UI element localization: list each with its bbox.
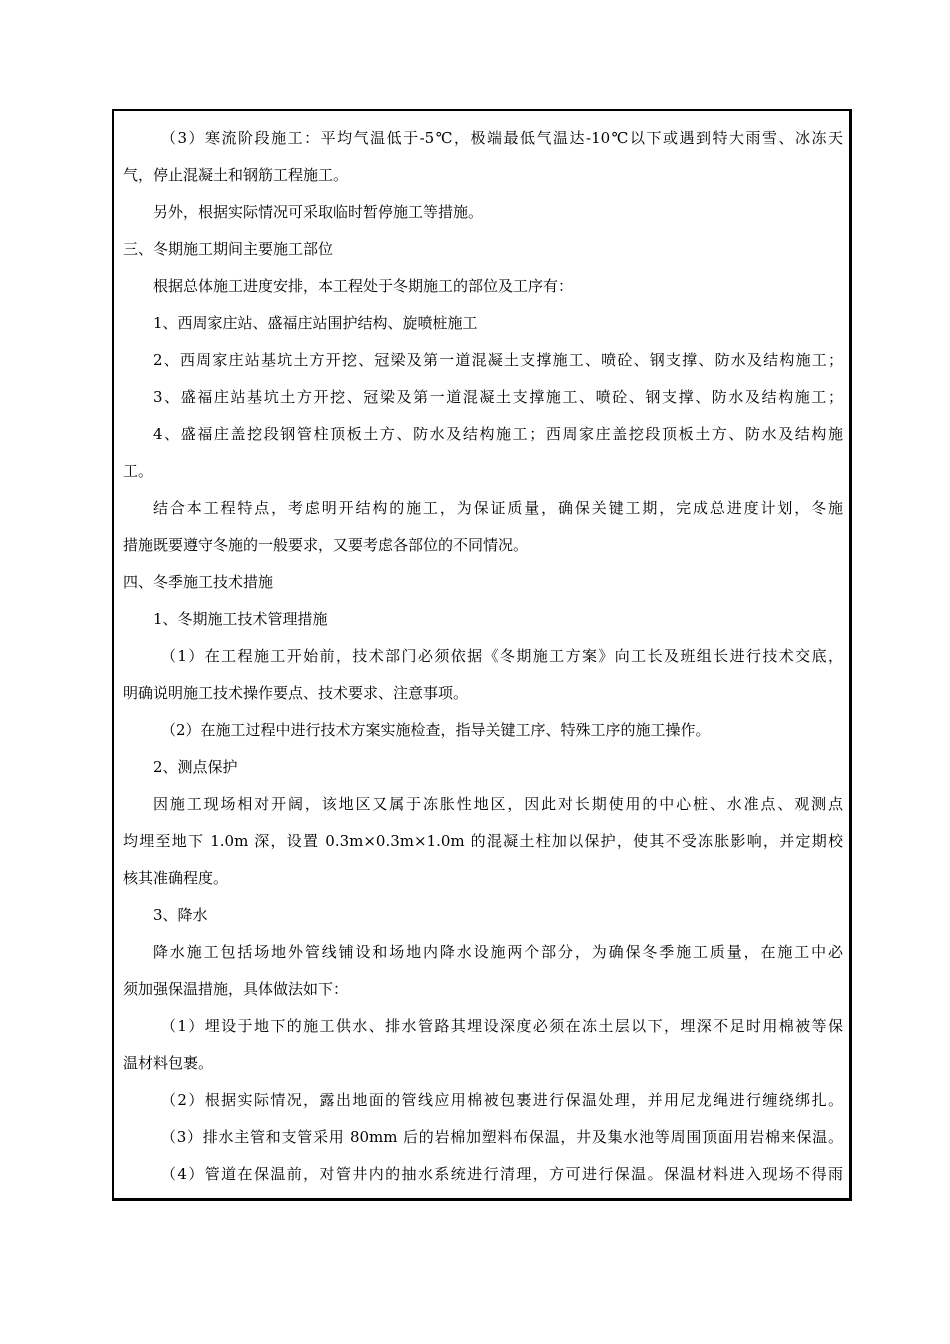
text-line: 须加强保温措施，具体做法如下： bbox=[123, 980, 349, 998]
text-line: 工。 bbox=[123, 462, 154, 480]
subsection-heading: 3、降水 bbox=[153, 906, 208, 924]
list-item: （3）排水主管和支管采用 80mm 后的岩棉加塑料布保温，井及集水池等周围顶面用岩棉来保温。 bbox=[161, 1128, 843, 1146]
section-heading: 四、冬季施工技术措施 bbox=[123, 573, 274, 591]
text-line: 均埋至地下 1.0m 深，设置 0.3m×0.3m×1.0m 的混凝土柱加以保护，使其不受冻胀影响，并定期校 bbox=[123, 832, 843, 850]
text-line: 气，停止混凝土和钢筋工程施工。 bbox=[123, 166, 349, 184]
subsection-heading: 1、冬期施工技术管理措施 bbox=[153, 610, 328, 628]
list-item: 4、盛福庄盖挖段钢管柱顶板土方、防水及结构施工；西周家庄盖挖段顶板土方、防水及结构施 bbox=[153, 425, 843, 443]
text-line: 降水施工包括场地外管线铺设和场地内降水设施两个部分，为确保冬季施工质量，在施工中必 bbox=[153, 943, 843, 961]
text-line: 措施既要遵守冬施的一般要求，又要考虑各部位的不同情况。 bbox=[123, 536, 529, 554]
list-item: （2）根据实际情况，露出地面的管线应用棉被包裹进行保温处理，并用尼龙绳进行缠绕绑扎。 bbox=[161, 1091, 843, 1109]
list-item: 3、盛福庄站基坑土方开挖、冠梁及第一道混凝土支撑施工、喷砼、钢支撑、防水及结构施工； bbox=[153, 388, 843, 406]
list-item: （2）在施工过程中进行技术方案实施检查，指导关键工序、特殊工序的施工操作。 bbox=[161, 721, 711, 739]
text-line: 另外，根据实际情况可采取临时暂停施工等措施。 bbox=[153, 203, 484, 221]
subsection-heading: 2、测点保护 bbox=[153, 758, 238, 776]
document-frame bbox=[112, 109, 852, 1201]
list-item: 1、西周家庄站、盛福庄站围护结构、旋喷桩施工 bbox=[153, 314, 478, 332]
document-body bbox=[123, 120, 843, 1193]
text-line: 结合本工程特点，考虑明开结构的施工，为保证质量，确保关键工期，完成总进度计划，冬施 bbox=[153, 499, 843, 517]
list-item: （1）在工程施工开始前，技术部门必须依据《冬期施工方案》向工长及班组长进行技术交底， bbox=[161, 647, 843, 665]
section-heading: 三、冬期施工期间主要施工部位 bbox=[123, 240, 334, 258]
list-item: （1）埋设于地下的施工供水、排水管路其埋设深度必须在冻土层以下，埋深不足时用棉被等保 bbox=[161, 1017, 843, 1035]
list-item: 2、西周家庄站基坑土方开挖、冠梁及第一道混凝土支撑施工、喷砼、钢支撑、防水及结构施工； bbox=[153, 351, 843, 369]
text-line: 明确说明施工技术操作要点、技术要求、注意事项。 bbox=[123, 684, 469, 702]
text-line: 温材料包裹。 bbox=[123, 1054, 214, 1072]
text-line: （3）寒流阶段施工：平均气温低于-5℃，极端最低气温达-10℃以下或遇到特大雨雪、冰冻天 bbox=[161, 129, 843, 147]
list-item: （4）管道在保温前，对管井内的抽水系统进行清理，方可进行保温。保温材料进入现场不得雨 bbox=[161, 1165, 843, 1183]
text-line: 因施工现场相对开阔，该地区又属于冻胀性地区，因此对长期使用的中心桩、水准点、观测点 bbox=[153, 795, 843, 813]
text-line: 核其准确程度。 bbox=[123, 869, 229, 887]
text-line: 根据总体施工进度安排，本工程处于冬期施工的部位及工序有： bbox=[153, 277, 574, 295]
